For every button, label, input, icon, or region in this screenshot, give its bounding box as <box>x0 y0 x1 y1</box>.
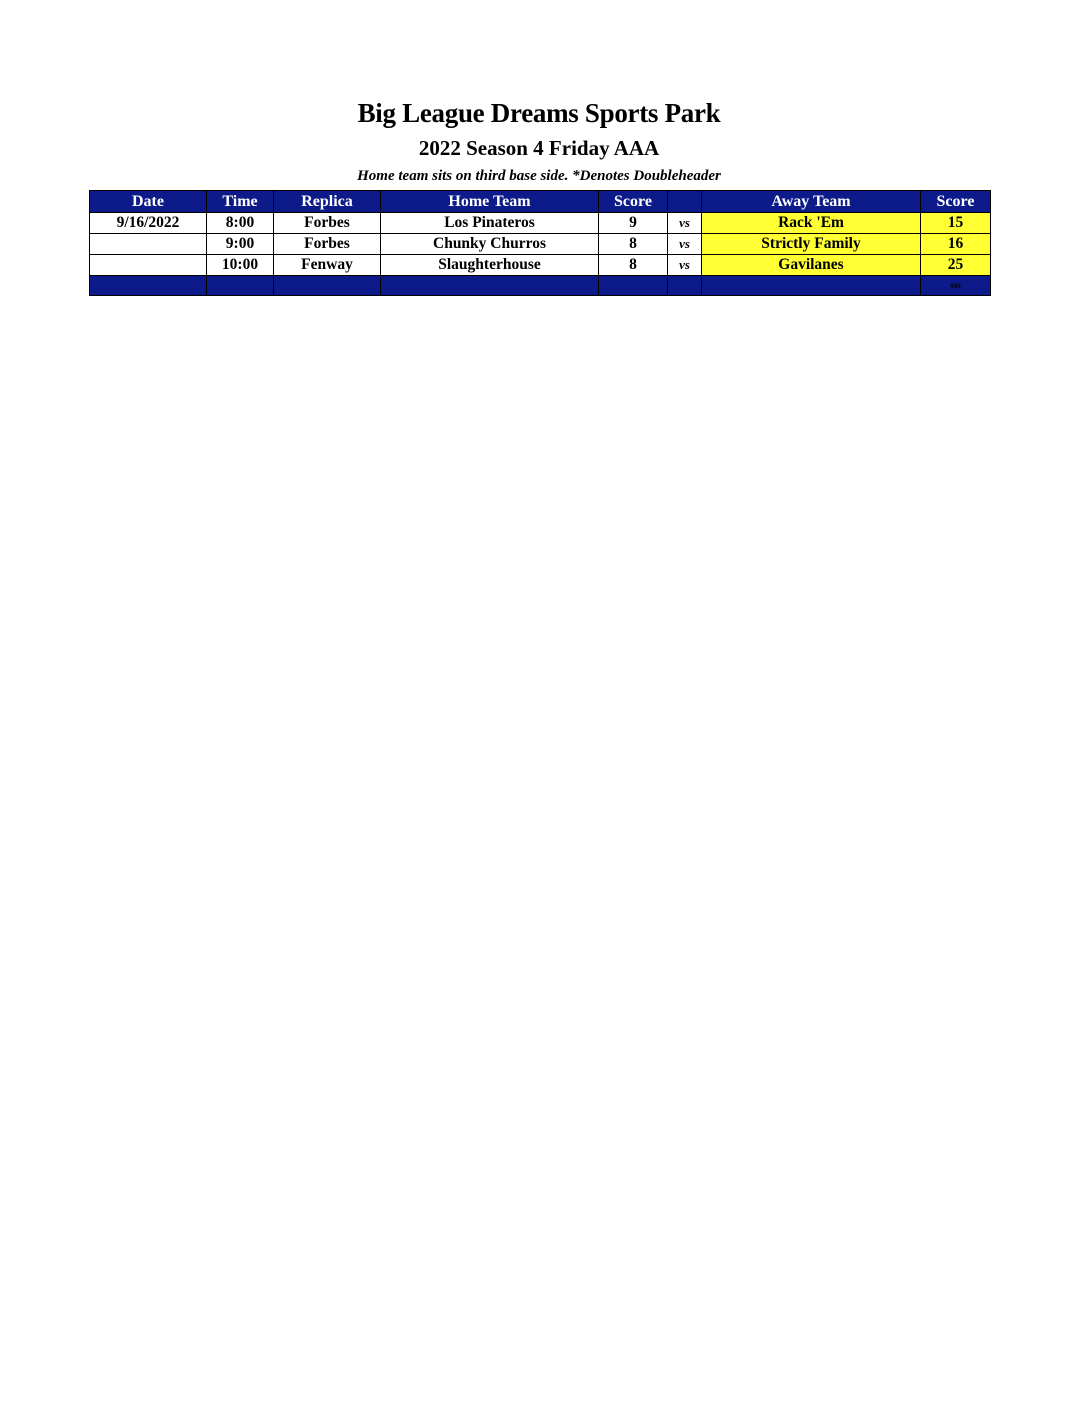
column-header-date: Date <box>90 191 207 213</box>
footer-cell <box>599 276 668 296</box>
home-team-cell: Slaughterhouse <box>381 255 599 276</box>
page-title: Big League Dreams Sports Park <box>357 98 721 128</box>
home-team-cell: Los Pinateros <box>381 213 599 234</box>
away-team-cell: Strictly Family <box>702 234 921 255</box>
away-team-cell: Gavilanes <box>702 255 921 276</box>
home-score-cell: 8 <box>599 255 668 276</box>
footer-cell <box>90 276 207 296</box>
column-header-time: Time <box>207 191 274 213</box>
column-header-away-team: Away Team <box>702 191 921 213</box>
table-header-row <box>90 191 991 213</box>
vs-cell: vs <box>668 255 702 276</box>
column-header-home-score: Score <box>599 191 668 213</box>
schedule-table <box>89 190 991 296</box>
time-cell: 9:00 <box>207 234 274 255</box>
page-subtitle: 2022 Season 4 Friday AAA <box>418 136 660 160</box>
away-score-cell: 25 <box>921 255 991 276</box>
column-header-vs <box>668 191 702 213</box>
doubleheader-note: Home team sits on third base side. *Denotes Doubleheader <box>357 168 721 184</box>
footer-cell <box>668 276 702 296</box>
table-row <box>90 234 991 255</box>
vs-cell: vs <box>668 234 702 255</box>
column-header-replica: Replica <box>274 191 381 213</box>
home-score-cell: 9 <box>599 213 668 234</box>
footer-cell <box>702 276 921 296</box>
footer-cell <box>274 276 381 296</box>
replica-cell: Forbes <box>274 213 381 234</box>
time-cell: 8:00 <box>207 213 274 234</box>
column-header-away-score: Score <box>921 191 991 213</box>
date-cell <box>90 234 207 255</box>
home-score-cell: 8 <box>599 234 668 255</box>
footer-cell <box>207 276 274 296</box>
away-score-cell: 15 <box>921 213 991 234</box>
footer-mark: sss <box>921 276 991 296</box>
replica-cell: Fenway <box>274 255 381 276</box>
home-team-cell: Chunky Churros <box>381 234 599 255</box>
time-cell: 10:00 <box>207 255 274 276</box>
away-score-cell: 16 <box>921 234 991 255</box>
table-row <box>90 213 991 234</box>
table-footer-row <box>90 276 991 296</box>
column-header-home-team: Home Team <box>381 191 599 213</box>
table-row <box>90 255 991 276</box>
footer-cell <box>381 276 599 296</box>
date-cell <box>90 255 207 276</box>
replica-cell: Forbes <box>274 234 381 255</box>
vs-cell: vs <box>668 213 702 234</box>
away-team-cell: Rack 'Em <box>702 213 921 234</box>
date-cell: 9/16/2022 <box>90 213 207 234</box>
